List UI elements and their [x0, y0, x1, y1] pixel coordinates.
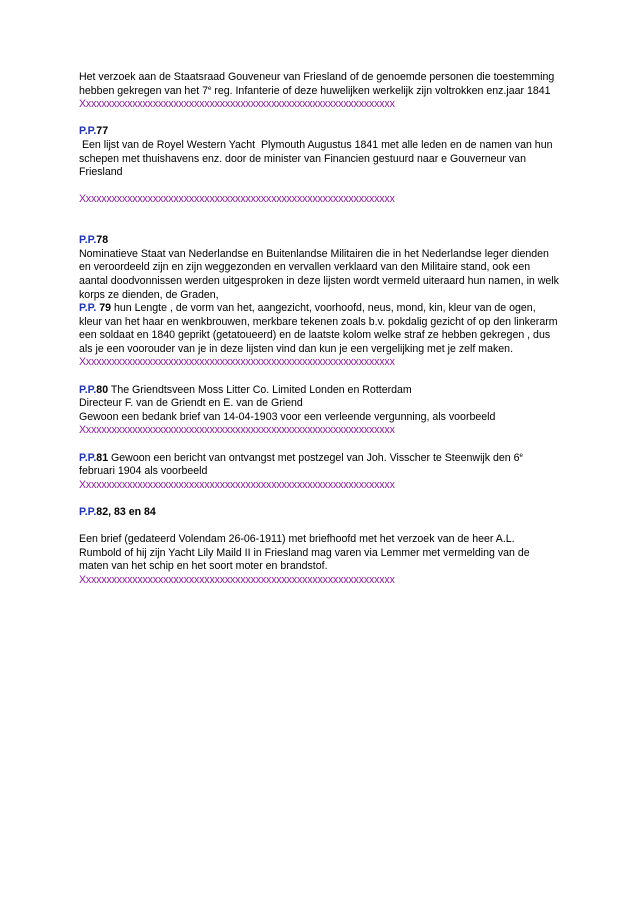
intro-line-1: Het verzoek aan de Staatsraad Gouveneur van Friesland of de genoemde personen die toestemming — [79, 71, 555, 83]
intro-paragraph — [79, 71, 579, 112]
entry-line: aantal doodvonnissen werden uitgesproken in deze lijsten wordt vermeld uiteraard hun namen, in welk — [79, 274, 559, 287]
entry-line: Een lijst van de Royel Western Yacht Plymouth Augustus 1841 met alle leden en de namen van hun — [79, 138, 553, 151]
entry-line: Friesland — [79, 166, 123, 179]
entry-heading — [79, 384, 579, 398]
entry-line: als je een voorouder van je in deze lijsten vind dan kun je een vergelijking met je zelf maken. — [79, 342, 514, 355]
entry-line: schepen met thuishavens enz. door de minister van Financien gestuurd naar e Gouverneur van — [79, 152, 526, 165]
pp-number: 79 — [96, 302, 112, 315]
entry-line: Nominatieve Staat van Nederlandse en Buitenlandse Militairen die in het Nederlandse leger dienden — [79, 247, 549, 260]
pp-prefix: P.P. — [79, 451, 97, 464]
spacer — [79, 112, 579, 126]
intro-line-2 — [79, 85, 579, 99]
pp-prefix: P.P. — [79, 302, 97, 315]
entry-heading-text: The Griendtsveen Moss Litter Co. Limited Londen en Rotterdam — [108, 383, 412, 396]
entry-pp82-84 — [79, 506, 579, 588]
intro-line-2-rest: reg. Infanterie of deze huwelijken werkelijk zijn voltrokken enz.jaar 1841 — [211, 84, 551, 97]
spacer — [79, 520, 579, 534]
entry-line: en veroordeeld zijn en zijn weggezonden en vervallen verklaard van den Militaire stand, ook een — [79, 261, 531, 274]
entry-heading-text: hun Lengte , de vorm van het, aangezicht, voorhoofd, neus, mond, kin, kleur van de ogen, — [111, 302, 536, 315]
pp-number: 78 — [96, 234, 109, 247]
entry-pp80 — [79, 384, 579, 438]
entry-heading — [79, 302, 579, 316]
entry-pp79 — [79, 302, 579, 370]
entry-line: korps ze dienden, de Graden, — [79, 288, 219, 301]
pp-prefix: P.P. — [79, 234, 97, 247]
separator-line: Xxxxxxxxxxxxxxxxxxxxxxxxxxxxxxxxxxxxxxxxxxxxxxxxxxxxxxxxxxxxx — [79, 573, 395, 586]
entry-pp77 — [79, 125, 579, 207]
separator-line: Xxxxxxxxxxxxxxxxxxxxxxxxxxxxxxxxxxxxxxxxxxxxxxxxxxxxxxxxxxxxx — [79, 356, 395, 369]
entry-pp81 — [79, 452, 579, 493]
entry-heading — [79, 506, 579, 520]
separator-line: Xxxxxxxxxxxxxxxxxxxxxxxxxxxxxxxxxxxxxxxxxxxxxxxxxxxxxxxxxxxxx — [79, 424, 395, 437]
separator-line: Xxxxxxxxxxxxxxxxxxxxxxxxxxxxxxxxxxxxxxxxxxxxxxxxxxxxxxxxxxxxx — [79, 193, 395, 206]
spacer — [79, 207, 579, 221]
entry-pp78 — [79, 234, 579, 302]
pp-prefix: P.P. — [79, 506, 97, 518]
entry-line: maten van het schip en het soort moter en brandstof. — [79, 560, 328, 573]
spacer — [79, 370, 579, 384]
entry-line: Gewoon een bedank brief van 14-04-1903 voor een verleende vergunning, als voorbeeld — [79, 410, 496, 423]
entry-line: een soldaat en 1840 geprikt (getatoueerd) en de laatste kolom welke straf ze hebben gekregen , dus — [79, 329, 551, 342]
pp-prefix: P.P. — [79, 125, 97, 138]
separator-line: Xxxxxxxxxxxxxxxxxxxxxxxxxxxxxxxxxxxxxxxxxxxxxxxxxxxxxxxxxxxxx — [79, 478, 395, 491]
pp-number: 77 — [96, 125, 109, 138]
spacer — [79, 221, 579, 235]
entry-heading — [79, 234, 579, 248]
separator-line: Xxxxxxxxxxxxxxxxxxxxxxxxxxxxxxxxxxxxxxxxxxxxxxxxxxxxxxxxxxxxx — [79, 98, 395, 111]
intro-line-2-text: hebben gekregen van het 7 — [79, 84, 208, 97]
entry-heading — [79, 452, 579, 466]
pp-prefix: P.P. — [79, 383, 97, 396]
superscript: e — [208, 85, 212, 92]
entry-heading-text: Gewoon een bericht van ontvangst met postzegel van Joh. Visscher te Steenwijk den 6 — [108, 451, 520, 464]
entry-line: Een brief (gedateerd Volendam 26-06-1911) met briefhoofd met het verzoek van de heer A.L. — [79, 533, 515, 546]
document-page — [79, 71, 579, 588]
entry-line: kleur van het haar en wenkbrouwen, merkbare tekenen zoals b.v. pokdalig gezicht of op den linkerarm — [79, 315, 558, 328]
spacer — [79, 438, 579, 452]
superscript: e — [519, 452, 523, 459]
spacer — [79, 492, 579, 506]
spacer — [79, 180, 579, 194]
entry-line: februari 1904 als voorbeeld — [79, 465, 208, 478]
entry-heading — [79, 125, 579, 139]
pp-number: 81 — [96, 451, 109, 464]
entry-line: Rumbold of hij zijn Yacht Lily Maild II in Friesland mag varen via Lemmer met vermelding van de — [79, 546, 530, 559]
entry-line: Directeur F. van de Griendt en E. van de Griend — [79, 397, 303, 410]
pp-number: 80 — [96, 383, 109, 396]
pp-number: 82, 83 en 84 — [96, 506, 156, 518]
